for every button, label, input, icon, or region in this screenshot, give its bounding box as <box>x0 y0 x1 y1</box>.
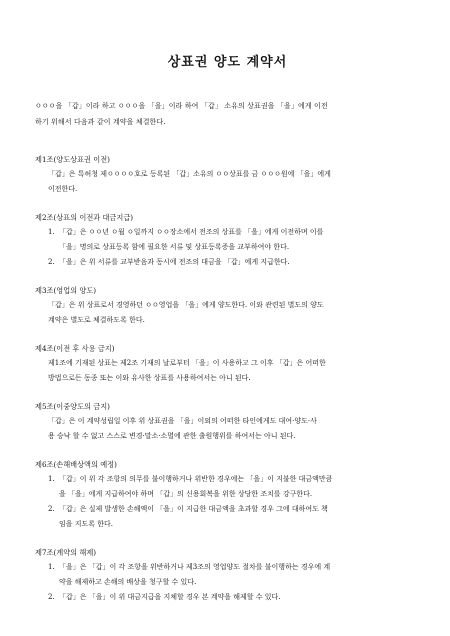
item-number: 2. <box>48 593 55 601</box>
article-7 <box>35 545 420 605</box>
intro-paragraph <box>35 98 420 130</box>
article-item <box>35 225 420 255</box>
item-line: 「을」은 「갑」이 각 조항을 위반하거나 제3조의 영업양도 절차를 불이행하는 경우에 계 <box>59 563 331 571</box>
item-line: 「을」은 위 서류를 교부받음과 동시에 전조의 대금을 「갑」에게 지급한다. <box>59 258 290 266</box>
item-number: 1. <box>48 475 55 483</box>
item-line: 「갑」은 실제 발생한 손해액이 「을」이 지급한 대금액을 초과할 경우 그에 대하여도 책 <box>59 505 328 513</box>
item-number: 2. <box>48 258 55 266</box>
item-line: 약을 해제하고 손해의 배상을 청구할 수 있다. <box>59 578 197 586</box>
article-body <box>35 298 420 328</box>
article-item <box>35 255 420 270</box>
article-body <box>35 167 420 197</box>
article-3 <box>35 283 420 328</box>
article-title: 제6조(손해배상액의 예정) <box>35 460 117 469</box>
item-line: 「갑」은 「을」이 위 대금지급을 지체할 경우 본 계약을 해제할 수 있다. <box>59 593 281 601</box>
article-line: 이전한다. <box>48 185 78 193</box>
item-number: 1. <box>48 228 55 236</box>
item-line: 「을」명의로 상표등록 함에 필요한 서류 및 상표등록증을 교부하여야 한다. <box>59 243 290 251</box>
article-4 <box>35 341 420 386</box>
article-title: 제2조(상표의 이전과 대금지급) <box>35 213 134 222</box>
article-item <box>35 560 420 590</box>
article-line: 「갑」은 위 상표로서 경영하던 ㅇㅇ영업을 「을」에게 양도한다. 이와 관련된 별도의 양도 <box>48 301 324 309</box>
item-line: 임을 지도록 한다. <box>59 520 114 528</box>
article-line: 「갑」은 특허청 제ㅇㅇㅇㅇ호로 등록된 「갑」소유의 ㅇㅇ상표를 금 ㅇㅇㅇ원에 「을」에게 <box>48 170 331 178</box>
intro-line: ㅇㅇㅇ을 「갑」이라 하고 ㅇㅇㅇ을 「을」이라 하여 「갑」 소유의 상표권을 「을」에게 이전 <box>35 102 328 110</box>
article-line: 「갑」은 이 계약성립일 이후 위 상표권을 「을」이외의 어떠한 타인에게도 대여·양도·사 <box>48 417 317 425</box>
article-line: 용 승낙 할 수 없고 스스로 변경·말소·소멸에 관한 출원행위를 하여서는 아니 된다. <box>48 432 296 440</box>
item-number: 2. <box>48 505 55 513</box>
intro-line: 하기 위해서 다음과 같이 계약을 체결한다. <box>35 118 166 126</box>
article-5 <box>35 399 420 444</box>
article-1 <box>35 152 420 197</box>
article-line: 제1조에 기재된 상표는 제2조 기재의 날로부터 「을」이 사용하고 그 이후 「갑」은 어떠한 <box>48 359 326 367</box>
item-line: 을 「을」에게 지급하여야 하며 「갑」의 신용회복을 위한 상당한 조치를 강구한다. <box>59 490 313 498</box>
article-title: 제5조(이중양도의 금지) <box>35 402 110 411</box>
article-2 <box>35 210 420 270</box>
article-item <box>35 590 420 605</box>
article-body <box>35 414 420 444</box>
article-6 <box>35 457 420 532</box>
article-line: 계약은 별도로 체결하도록 한다. <box>48 316 145 324</box>
article-line: 방법으로든 동종 또는 이와 유사한 상표를 사용하여서는 아니 된다. <box>48 374 251 382</box>
item-line: 「갑」은 ㅇㅇ년 ㅇ월 ㅇ일까지 ㅇㅇ장소에서 전조의 상표를 「을」에게 이전하며 이를 <box>59 228 324 236</box>
document-title: 상표권 양도 계약서 <box>167 55 288 70</box>
article-title: 제3조(영업의 양도) <box>35 286 97 295</box>
item-number: 1. <box>48 563 55 571</box>
item-line: 「갑」이 위 각 조항의 의무를 불이행하거나 위반한 경우에는 「을」이 지불한 대금액만큼 <box>59 475 333 483</box>
article-item <box>35 472 420 502</box>
article-title: 제7조(계약의 해제) <box>35 548 97 557</box>
article-item <box>35 502 420 532</box>
article-title: 제4조(이전 후 사용 금지) <box>35 344 115 353</box>
article-body <box>35 356 420 386</box>
article-title: 제1조(양도상표권 이전) <box>35 155 110 164</box>
